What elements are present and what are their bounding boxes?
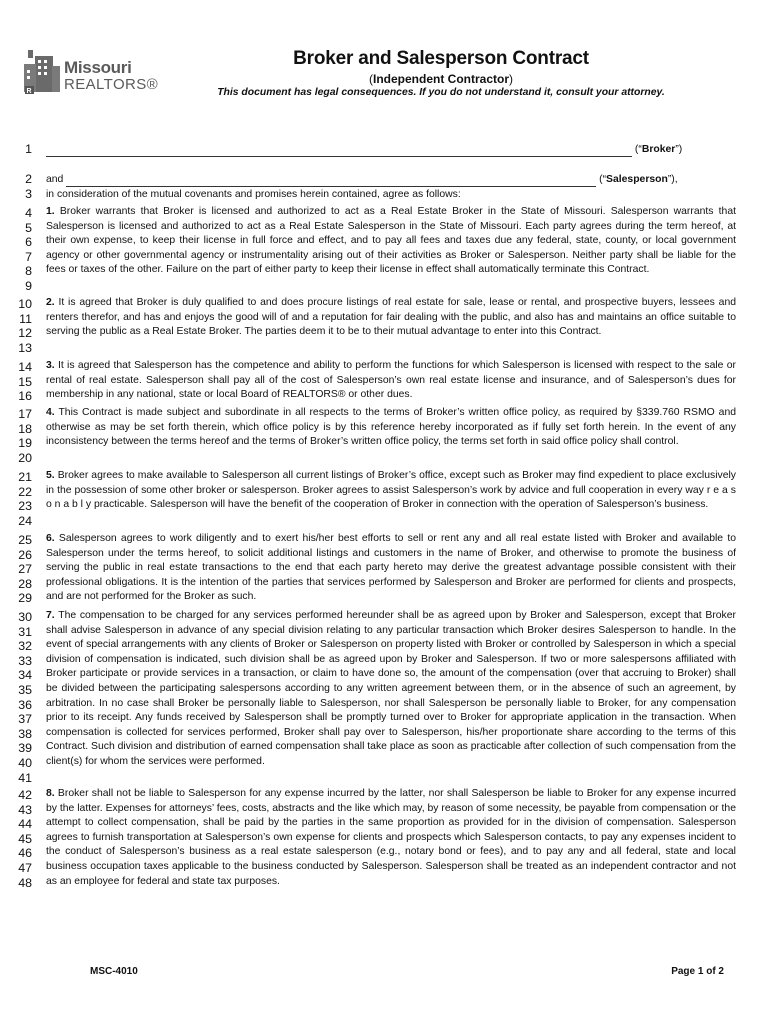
missouri-realtors-logo (22, 46, 159, 98)
line-number: 21 (18, 470, 32, 484)
line-number: 43 (18, 802, 32, 817)
line-number: 25 (18, 533, 32, 547)
broker-open: (“ (634, 144, 642, 155)
paragraph-number: 1. (46, 206, 55, 217)
line-number: 39 (18, 741, 32, 756)
line-number: 45 (18, 831, 32, 846)
paragraph-number: 2. (46, 297, 55, 308)
paragraph-text: Broker warrants that Broker is licensed and authorized to act as a Real Estate Broker in the State of Missouri. Salesperson warrants that Salesperson is licensed and authorized to act as a Real Estate Salesperson in the State of Missouri. Each party agrees during the term hereof, at their own expense, to keep their license in full force and effect, and to pay all fees and taxes due any federal, state, county, or local government agency or other governmental agency or instrumentality arising out of their activities as Broker or Salesperson. Neither party shall be liable for the fees or taxes of the other. Failure on the part of either party to keep their license in effect shall automatically terminate this Contract. (46, 206, 736, 276)
line-number: 11 (19, 311, 32, 326)
line-number: 7 (25, 249, 32, 264)
paragraph-number: 6. (46, 533, 55, 544)
line-number: 13 (18, 340, 32, 355)
broker-label: Broker (641, 144, 676, 155)
line-number: 36 (18, 697, 32, 712)
paragraph-number: 8. (46, 788, 55, 799)
form-id: MSC-4010 (90, 966, 138, 977)
line-number: 9 (25, 279, 32, 293)
line-number: 15 (18, 374, 32, 389)
document-subtitle (196, 72, 686, 86)
line-number: 3 (25, 187, 32, 201)
consideration-line: in consideration of the mutual covenants and promises herein contained, agree as follows: (46, 189, 461, 200)
line-number: 40 (18, 756, 32, 770)
paragraph-3 (46, 359, 736, 403)
line-number: 12 (18, 326, 32, 341)
paragraph-text: It is agreed that Broker is duly qualified to and does procure listings of real estate for sale, lease or rental, and prospective buyers, lessees and renters therefor, and has and enjoys the good will of and a reputation for fair dealing with the public, and also has and maintains an office suitable to serving the public as a Real Estate Broker. The parties deem it to be to their mutual advantage to enter into this Contract. (46, 297, 736, 338)
salesperson-close: ”), (667, 174, 678, 185)
line-number: 37 (18, 712, 32, 727)
line-number: 17 (18, 407, 32, 421)
line-number: 48 (18, 875, 32, 890)
line-number: 5 (25, 220, 32, 235)
broker-close: ”) (675, 144, 683, 155)
paragraph-number: 3. (46, 360, 55, 371)
paragraph-2 (46, 296, 736, 340)
subtitle-open: ( (368, 72, 373, 86)
line-number: 20 (18, 450, 32, 465)
line-number: 1 (25, 142, 32, 156)
building-icon (22, 46, 62, 96)
line-number: 14 (18, 360, 32, 374)
line-number: 46 (18, 846, 32, 861)
line-number: 8 (25, 264, 32, 279)
line-number: 34 (18, 668, 32, 683)
paragraph-4 (46, 406, 736, 450)
line-number: 47 (18, 861, 32, 875)
line-number: 26 (18, 547, 32, 562)
paragraph-text: Broker agrees to make available to Salesperson all current listings of Broker’s office, except such as Broker may find expedient to place exclusively in the possession of some other broker or salesperson. Broker agrees to assist Salesperson’s work by advice and full cooperation in every way r e a s o n a b l y practicable. Salesperson will have the benefit of the cooperation of Broker in connection with the operation of Salesperson’s business. (46, 470, 737, 511)
line-number: 38 (18, 726, 32, 741)
paragraph-6 (46, 532, 736, 605)
line-number: 6 (25, 235, 32, 250)
line-number: 18 (18, 421, 32, 436)
logo-line1: Missouri (64, 58, 132, 77)
broker-line (46, 143, 736, 157)
line-number: 16 (18, 389, 32, 404)
paragraph-text: Salesperson agrees to work diligently and to exert his/her best efforts to sell or rent any and all real estate listed with Broker and available to Salesperson under the terms hereof, to solicit additional listings and customers in the name of Broker, and otherwise to promote the business of serving the public in real estate transactions to the end that each party hereto may derive the greatest advantage possible consistent with their professional obligations. It is the intention of the parties that services performed by Salesperson and Broker are performed for clients and prospects, and are not performed for the Broker as such. (46, 533, 736, 603)
line-number: 32 (18, 639, 32, 654)
legal-warning: This document has legal consequences. If you do not understand it, consult your attorney. (217, 87, 665, 98)
paragraph-text: The compensation to be charged for any services performed hereunder shall be as agreed upon by Broker and Salesperson, except that Broker shall advise Salesperson in advance of any special division relating to any particular transaction which Broker desires Salesperson to handle. In the event of special arrangements with any clients of Broker or Salesperson on property listed with Broker or controlled by Salesperson in which a special division of compensation is indicated, such division shall be as agreed upon by Broker and Salesperson. If two or more salespersons affiliated with Broker participate or provide services in a transaction, or claim to have done so, the amount of the compensation (over that accruing to Broker) shall be divided between the participating salespersons according to any written agreement between them, or in the absence of such an agreement, by arbitration. In no case shall Broker be personally liable to Salesperson, nor shall Salesperson be personally liable to Broker, for any compensation prior to its receipt. Any funds received by Salesperson shall be promptly turned over to Broker for appropriate application in the transaction. When compensation is collected for services performed, Broker shall pay over to Salesperson, his/her proportionate share according to the terms of this Contract. Such division and distribution of earned compensation shall take place as soon as practicable after collection of such compensation from the client(s) for whom the services were performed. (46, 610, 736, 767)
salesperson-name-field[interactable] (66, 175, 596, 187)
paragraph-8 (46, 787, 736, 889)
salesperson-line (46, 173, 736, 187)
line-number: 33 (18, 653, 32, 668)
page-number: Page 1 of 2 (671, 966, 724, 977)
paragraph-text: It is agreed that Salesperson has the competence and ability to perform the functions for which Salesperson is licensed with respect to the sale or rental of real estate. Salesperson shall pay all of the cost of Salesperson’s own real estate license and insurance, and of Salesperson’s dues for membership in any national, state or local Board of REALTORS® or other dues. (46, 360, 736, 401)
line-number: 22 (18, 484, 32, 499)
document-title: Broker and Salesperson Contract (293, 48, 589, 69)
line-number: 4 (25, 206, 32, 220)
line-number: 42 (18, 788, 32, 802)
line-number: 35 (18, 683, 32, 697)
paragraph-number: 5. (46, 470, 55, 481)
paragraph-text: This Contract is made subject and subordinate in all respects to the terms of Broker’s written office policy, as required by §339.760 RSMO and otherwise as may be set forth therein, which office policy is by this reference hereby incorporated as if fully set forth herein. In the event of any inconsistency between the terms hereof and the terms of Broker’s written office policy, the terms set forth in said office policy shall control. (46, 407, 737, 448)
subtitle-bold: Independent Contractor (372, 72, 509, 86)
paragraph-number: 4. (46, 407, 55, 418)
line-number: 19 (18, 436, 32, 451)
paragraph-5 (46, 469, 736, 513)
salesperson-open: (“ (599, 174, 607, 185)
broker-name-field[interactable] (46, 145, 632, 157)
salesperson-label: Salesperson (606, 174, 668, 185)
line-number: 30 (18, 610, 32, 624)
line-number: 31 (18, 624, 32, 639)
paragraph-7 (46, 609, 736, 770)
line-number: 29 (18, 591, 32, 606)
line-number: 10 (18, 297, 32, 311)
svg-text:R: R (26, 88, 32, 95)
line-number: 24 (18, 513, 32, 528)
logo-line2: REALTORS® (64, 76, 159, 93)
paragraph-text: Broker shall not be liable to Salesperson for any expense incurred by the latter, nor shall Salesperson be liable to Broker for any expense incurred by the latter. Expenses for attorneys’ fees, costs, abstracts and the like which may, by reason of some necessity, be payable from compensation or the attempt to collect compensation, shall be paid by the parties in the same proportion as provided for in the division of compensation. Salesperson agrees to furnish transportation at Salesperson’s own expense for clients and prospects which Salesperson contacts, to pay any expenses incident to the conduct of Salesperson’s business as a real estate salesperson (e.g., notary bond or fees), and to pay any and all federal, state and local business occupation taxes applicable to the business conducted by Salesperson. Salesperson shall be treated as an independent contractor and not as an employee for federal and state tax purposes. (46, 788, 736, 887)
line-number: 2 (25, 172, 32, 186)
line-number: 27 (18, 562, 32, 577)
line-number: 44 (18, 817, 32, 832)
subtitle-close: ) (509, 72, 513, 86)
line-number: 23 (18, 499, 32, 514)
and-label: and (46, 174, 64, 185)
paragraph-1 (46, 205, 736, 278)
paragraph-number: 7. (46, 610, 55, 621)
line-number: 28 (18, 576, 32, 591)
line-number: 41 (18, 770, 32, 785)
